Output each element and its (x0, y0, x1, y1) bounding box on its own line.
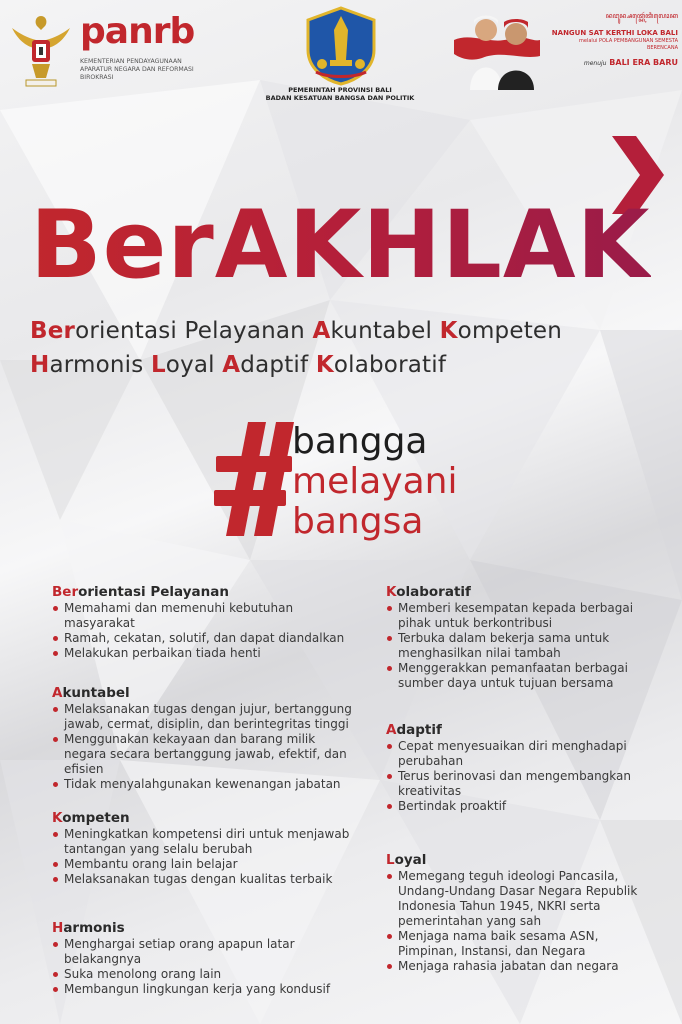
heading-rest: orientasi Pelayanan (78, 584, 229, 600)
heading-initial: K (386, 584, 397, 600)
list-item: Ramah, cekatan, solutif, dan dapat diandalkan (52, 631, 352, 646)
balinese-script-text: ꦤꦔꦸꦤ꧀ꦱꦠ꧀ꦏꦺꦂꦠꦶꦭꦺꦴꦏ (605, 12, 678, 20)
value-initial: H (30, 352, 50, 378)
value-initial: L (150, 352, 166, 378)
panrb-logo-text: panrb (80, 11, 195, 52)
list-item: Cepat menyesuaikan diri menghadapi perubahan (386, 739, 636, 769)
heading-initial: H (52, 920, 64, 936)
heading-initial: A (52, 685, 63, 701)
heading-rest: oyal (394, 852, 427, 868)
bali-province-emblem-icon (302, 6, 380, 86)
list-item: Menghargai setiap orang apapun latar belakangnya (52, 937, 372, 967)
vision-era: BALI ERA BARU (609, 58, 678, 67)
vision-slogan: NANGUN SAT KERTHI LOKA BALI (551, 29, 678, 37)
core-values-line-1 (30, 316, 562, 346)
page-title-text: BerAKHLAK (30, 191, 651, 300)
list-item: Tidak menyalahgunakan kewenangan jabatan (52, 777, 352, 792)
section-kolaboratif (386, 584, 636, 691)
heading-initial: K (52, 810, 63, 826)
value-initial: Ber (30, 318, 76, 344)
list-item: Bertindak proaktif (386, 799, 636, 814)
list-item: Melaksanakan tugas dengan jujur, bertanggung jawab, cermat, disiplin, dan berintegritas tinggi (52, 702, 352, 732)
hashtag-word-bangsa: bangsa (292, 501, 424, 542)
section-heading (52, 920, 372, 937)
section-heading (386, 584, 636, 601)
list-item: Suka menolong orang lain (52, 967, 372, 982)
core-values-line-2 (30, 350, 446, 380)
section-heading (386, 722, 636, 739)
value-initial: A (222, 352, 241, 378)
list-item: Terbuka dalam bekerja sama untuk menghasilkan nilai tambah (386, 631, 636, 661)
section-heading (52, 810, 352, 827)
section-adaptif (386, 722, 636, 814)
value-word: daptif (240, 352, 316, 378)
section-heading (386, 852, 648, 869)
list-item: Terus berinovasi dan mengembangkan kreativitas (386, 769, 636, 799)
hashtag-icon (214, 420, 294, 538)
heading-initial: L (386, 852, 395, 868)
list-item: Melakukan perbaikan tiada henti (52, 646, 352, 661)
panrb-ministry-name: KEMENTERIAN PENDAYAGUNAAN APARATUR NEGARA DAN REFORMASI BIROKRASI (80, 58, 194, 81)
value-word: armonis (49, 352, 151, 378)
list-item: Menggunakan kekayaan dan barang milik negara secara bertanggung jawab, efektif, dan efisien (52, 732, 352, 777)
heading-rest: ompeten (62, 810, 130, 826)
list-item: Membangun lingkungan kerja yang kondusif (52, 982, 372, 997)
list-item: Menggerakkan pemanfaatan berbagai sumber daya untuk tujuan bersama (386, 661, 636, 691)
list-item: Memegang teguh ideologi Pancasila, Undang-Undang Dasar Negara Republik Indonesia Tahun 1945, NKRI serta pemerintahan yang sah (386, 869, 648, 929)
governor-vision (548, 12, 678, 69)
heading-rest: olaboratif (396, 584, 471, 600)
heading-rest: armonis (63, 920, 125, 936)
heading-initial: Ber (52, 584, 79, 600)
section-heading (52, 584, 352, 601)
panrb-logo (80, 12, 210, 82)
section-harmonis (52, 920, 372, 997)
bali-agency-line2: BADAN KESATUAN BANGSA DAN POLITIK (265, 94, 415, 102)
list-item: Memahami dan memenuhi kebutuhan masyarakat (52, 601, 352, 631)
garuda-emblem-icon (8, 10, 74, 94)
page-title (30, 191, 651, 300)
value-word: oyal (165, 352, 223, 378)
list-item: Menjaga nama baik sesama ASN, Pimpinan, Instansi, dan Negara (386, 929, 648, 959)
value-word: ompeten (457, 318, 563, 344)
vision-menuju: menuju (583, 60, 607, 67)
list-item: Meningkatkan kompetensi diri untuk menjawab tantangan yang selalu berubah (52, 827, 352, 857)
section-akuntabel (52, 685, 352, 792)
value-word: olaboratif (333, 352, 447, 378)
value-initial: K (439, 318, 458, 344)
section-loyal (386, 852, 648, 974)
value-initial: A (312, 318, 331, 344)
value-word: kuntabel (330, 318, 440, 344)
bali-agency-name (240, 86, 440, 102)
section-heading (52, 685, 352, 702)
bali-agency-line1: PEMERINTAH PROVINSI BALI (288, 86, 392, 94)
section-kompeten (52, 810, 352, 887)
section-berorientasi-pelayanan (52, 584, 352, 661)
vision-subtitle: melalui POLA PEMBANGUNAN SEMESTA BERENCANA (579, 38, 678, 51)
heading-rest: kuntabel (62, 685, 130, 701)
list-item: Menjaga rahasia jabatan dan negara (386, 959, 648, 974)
hashtag-word-melayani: melayani (292, 461, 458, 502)
value-initial: K (315, 352, 334, 378)
leaders-photo (452, 10, 542, 90)
list-item: Membantu orang lain belajar (52, 857, 352, 872)
hashtag-text (292, 422, 457, 542)
list-item: Melaksanakan tugas dengan kualitas terbaik (52, 872, 352, 887)
list-item: Memberi kesempatan kepada berbagai pihak untuk berkontribusi (386, 601, 636, 631)
heading-rest: daptif (396, 722, 442, 738)
heading-initial: A (386, 722, 397, 738)
hashtag-word-bangga: bangga (292, 421, 428, 462)
value-word: orientasi Pelayanan (75, 318, 313, 344)
